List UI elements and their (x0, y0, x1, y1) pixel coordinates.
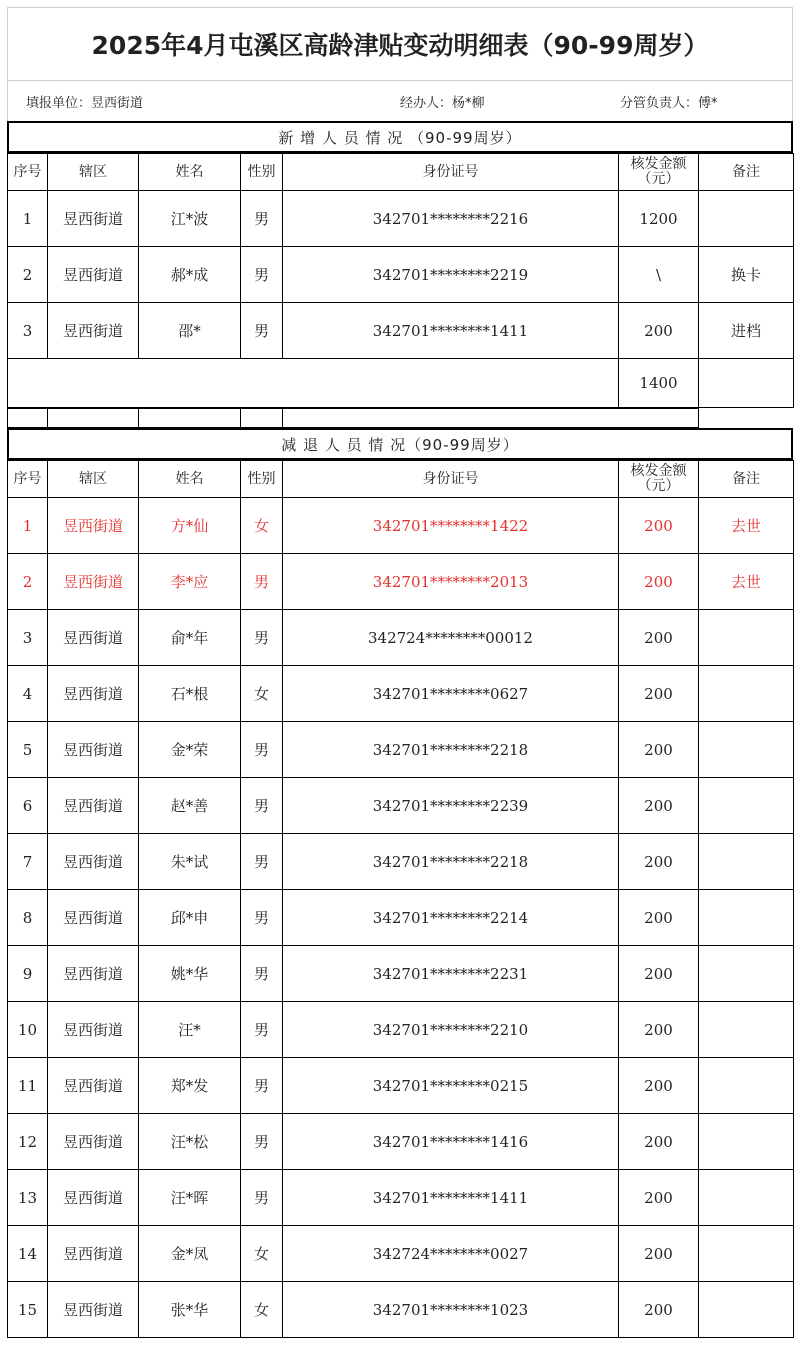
cell-id: 342701********0215 (283, 1058, 619, 1114)
cell-name: 金*凤 (139, 1226, 241, 1282)
added-header-row (8, 154, 794, 191)
cell-no: 6 (8, 778, 48, 834)
cell-no: 13 (8, 1170, 48, 1226)
col-header-name: 姓名 (139, 461, 241, 498)
cell-amount: 200 (619, 498, 699, 554)
cell-name: 赵*善 (139, 778, 241, 834)
cell-gender: 男 (241, 303, 283, 359)
added-total-row (8, 359, 794, 408)
cell-note (699, 1058, 794, 1114)
cell-note (699, 1282, 794, 1338)
cell-amount: 200 (619, 666, 699, 722)
cell-no: 1 (8, 498, 48, 554)
cell-no: 14 (8, 1226, 48, 1282)
cell-district: 昱西街道 (48, 834, 139, 890)
cell-id: 342701********1411 (283, 1170, 619, 1226)
col-header-district: 辖区 (48, 461, 139, 498)
cell-note (699, 946, 794, 1002)
cell-id: 342701********2218 (283, 722, 619, 778)
cell-amount: 200 (619, 1170, 699, 1226)
cell-name: 张*华 (139, 1282, 241, 1338)
cell-gender: 男 (241, 610, 283, 666)
table-row (8, 498, 794, 554)
cell-district: 昱西街道 (48, 1058, 139, 1114)
cell-no: 2 (8, 554, 48, 610)
cell-gender: 男 (241, 946, 283, 1002)
cell-id: 342701********2210 (283, 1002, 619, 1058)
cell-amount: 200 (619, 1002, 699, 1058)
table-row (8, 1282, 794, 1338)
cell-name: 汪* (139, 1002, 241, 1058)
cell-district: 昱西街道 (48, 1002, 139, 1058)
cell-no: 10 (8, 1002, 48, 1058)
cell-name: 汪*晖 (139, 1170, 241, 1226)
cell-district: 昱西街道 (48, 666, 139, 722)
cell-amount: 200 (619, 778, 699, 834)
cell-no: 11 (8, 1058, 48, 1114)
cell-id: 342724********00012 (283, 610, 619, 666)
cell-note (699, 834, 794, 890)
cell-note: 换卡 (699, 247, 794, 303)
table-row (8, 1002, 794, 1058)
cell-no: 7 (8, 834, 48, 890)
col-header-amount: 核发金额（元） (619, 461, 699, 498)
table-row (8, 191, 794, 247)
col-header-no: 序号 (8, 154, 48, 191)
cell-name: 石*根 (139, 666, 241, 722)
cell-name: 姚*华 (139, 946, 241, 1002)
cell-name: 邵* (139, 303, 241, 359)
col-header-note: 备注 (699, 154, 794, 191)
table-row (8, 1114, 794, 1170)
cell-note (699, 722, 794, 778)
cell-gender: 男 (241, 1114, 283, 1170)
table-row (8, 722, 794, 778)
removed-header-row (8, 461, 794, 498)
col-header-district: 辖区 (48, 154, 139, 191)
removed-section-heading: 减 退 人 员 情 况（90-99周岁） (7, 428, 793, 460)
removed-table (7, 460, 794, 1338)
cell-id: 342701********2013 (283, 554, 619, 610)
cell-no: 3 (8, 610, 48, 666)
table-row (8, 610, 794, 666)
cell-amount: 200 (619, 1226, 699, 1282)
col-header-amount: 核发金额（元） (619, 154, 699, 191)
cell-id: 342701********1411 (283, 303, 619, 359)
cell-amount: 200 (619, 946, 699, 1002)
cell-gender: 女 (241, 1282, 283, 1338)
cell-note (699, 1170, 794, 1226)
fill-unit-label: 填报单位：昱西街道 (26, 95, 144, 111)
cell-gender: 男 (241, 247, 283, 303)
cell-name: 邱*申 (139, 890, 241, 946)
cell-id: 342701********2219 (283, 247, 619, 303)
cell-id: 342701********2239 (283, 778, 619, 834)
table-row (8, 666, 794, 722)
cell-amount: 200 (619, 722, 699, 778)
cell-no: 8 (8, 890, 48, 946)
cell-district: 昱西街道 (48, 1282, 139, 1338)
cell-no: 3 (8, 303, 48, 359)
col-header-no: 序号 (8, 461, 48, 498)
cell-id: 342701********2214 (283, 890, 619, 946)
col-header-id: 身份证号 (283, 461, 619, 498)
col-header-gender: 性别 (241, 461, 283, 498)
table-row (8, 247, 794, 303)
cell-gender: 男 (241, 890, 283, 946)
cell-amount: 200 (619, 610, 699, 666)
cell-id: 342701********1023 (283, 1282, 619, 1338)
total-note-cell (699, 359, 794, 408)
cell-id: 342724********0027 (283, 1226, 619, 1282)
cell-amount: 200 (619, 554, 699, 610)
page-title: 2025年4月屯溪区高龄津贴变动明细表（90-99周岁） (7, 7, 793, 80)
cell-district: 昱西街道 (48, 303, 139, 359)
cell-no: 15 (8, 1282, 48, 1338)
cell-district: 昱西街道 (48, 1170, 139, 1226)
cell-name: 方*仙 (139, 498, 241, 554)
cell-gender: 男 (241, 1170, 283, 1226)
cell-id: 342701********2218 (283, 834, 619, 890)
table-row (8, 946, 794, 1002)
cell-note (699, 191, 794, 247)
cell-amount: 200 (619, 303, 699, 359)
cell-amount: \ (619, 247, 699, 303)
added-section-heading: 新 增 人 员 情 况 （90-99周岁） (7, 121, 793, 153)
table-row (8, 834, 794, 890)
cell-amount: 1200 (619, 191, 699, 247)
cell-gender: 女 (241, 666, 283, 722)
cell-gender: 男 (241, 722, 283, 778)
spreadsheet (7, 7, 793, 1338)
cell-no: 4 (8, 666, 48, 722)
handler-label: 经办人：杨*柳 (400, 95, 485, 111)
cell-name: 汪*松 (139, 1114, 241, 1170)
cell-id: 342701********2231 (283, 946, 619, 1002)
cell-amount: 200 (619, 834, 699, 890)
table-row (8, 890, 794, 946)
cell-amount: 200 (619, 890, 699, 946)
cell-no: 9 (8, 946, 48, 1002)
cell-id: 342701********0627 (283, 666, 619, 722)
cell-name: 江*波 (139, 191, 241, 247)
cell-gender: 男 (241, 554, 283, 610)
cell-name: 郑*发 (139, 1058, 241, 1114)
cell-district: 昱西街道 (48, 890, 139, 946)
meta-row (7, 80, 793, 121)
cell-gender: 男 (241, 778, 283, 834)
cell-gender: 男 (241, 1058, 283, 1114)
added-table (7, 153, 794, 408)
cell-no: 12 (8, 1114, 48, 1170)
table-row (8, 1058, 794, 1114)
cell-district: 昱西街道 (48, 610, 139, 666)
cell-district: 昱西街道 (48, 1114, 139, 1170)
cell-name: 俞*年 (139, 610, 241, 666)
col-header-name: 姓名 (139, 154, 241, 191)
cell-district: 昱西街道 (48, 191, 139, 247)
cell-no: 5 (8, 722, 48, 778)
cell-amount: 200 (619, 1282, 699, 1338)
cell-note (699, 778, 794, 834)
cell-district: 昱西街道 (48, 498, 139, 554)
cell-amount: 200 (619, 1114, 699, 1170)
col-header-gender: 性别 (241, 154, 283, 191)
section-gap (7, 408, 794, 428)
cell-id: 342701********1416 (283, 1114, 619, 1170)
col-header-id: 身份证号 (283, 154, 619, 191)
cell-district: 昱西街道 (48, 247, 139, 303)
cell-gender: 女 (241, 1226, 283, 1282)
cell-no: 1 (8, 191, 48, 247)
total-blank-cell (8, 359, 619, 408)
cell-name: 朱*试 (139, 834, 241, 890)
cell-district: 昱西街道 (48, 778, 139, 834)
supervisor-label: 分管负责人：傅* (620, 95, 718, 111)
cell-note (699, 1114, 794, 1170)
total-amount-cell: 1400 (619, 359, 699, 408)
cell-gender: 男 (241, 191, 283, 247)
table-row (8, 303, 794, 359)
cell-gender: 女 (241, 498, 283, 554)
cell-note (699, 1226, 794, 1282)
cell-id: 342701********2216 (283, 191, 619, 247)
table-row (8, 778, 794, 834)
cell-note: 去世 (699, 498, 794, 554)
cell-note (699, 610, 794, 666)
cell-note (699, 666, 794, 722)
table-row (8, 554, 794, 610)
cell-id: 342701********1422 (283, 498, 619, 554)
cell-name: 郝*成 (139, 247, 241, 303)
cell-gender: 男 (241, 834, 283, 890)
col-header-note: 备注 (699, 461, 794, 498)
cell-district: 昱西街道 (48, 554, 139, 610)
cell-note: 进档 (699, 303, 794, 359)
cell-amount: 200 (619, 1058, 699, 1114)
cell-note: 去世 (699, 554, 794, 610)
cell-gender: 男 (241, 1002, 283, 1058)
cell-note (699, 1002, 794, 1058)
cell-no: 2 (8, 247, 48, 303)
cell-district: 昱西街道 (48, 1226, 139, 1282)
cell-district: 昱西街道 (48, 722, 139, 778)
cell-note (699, 890, 794, 946)
cell-name: 金*荣 (139, 722, 241, 778)
table-row (8, 1226, 794, 1282)
cell-district: 昱西街道 (48, 946, 139, 1002)
cell-name: 李*应 (139, 554, 241, 610)
table-row (8, 1170, 794, 1226)
